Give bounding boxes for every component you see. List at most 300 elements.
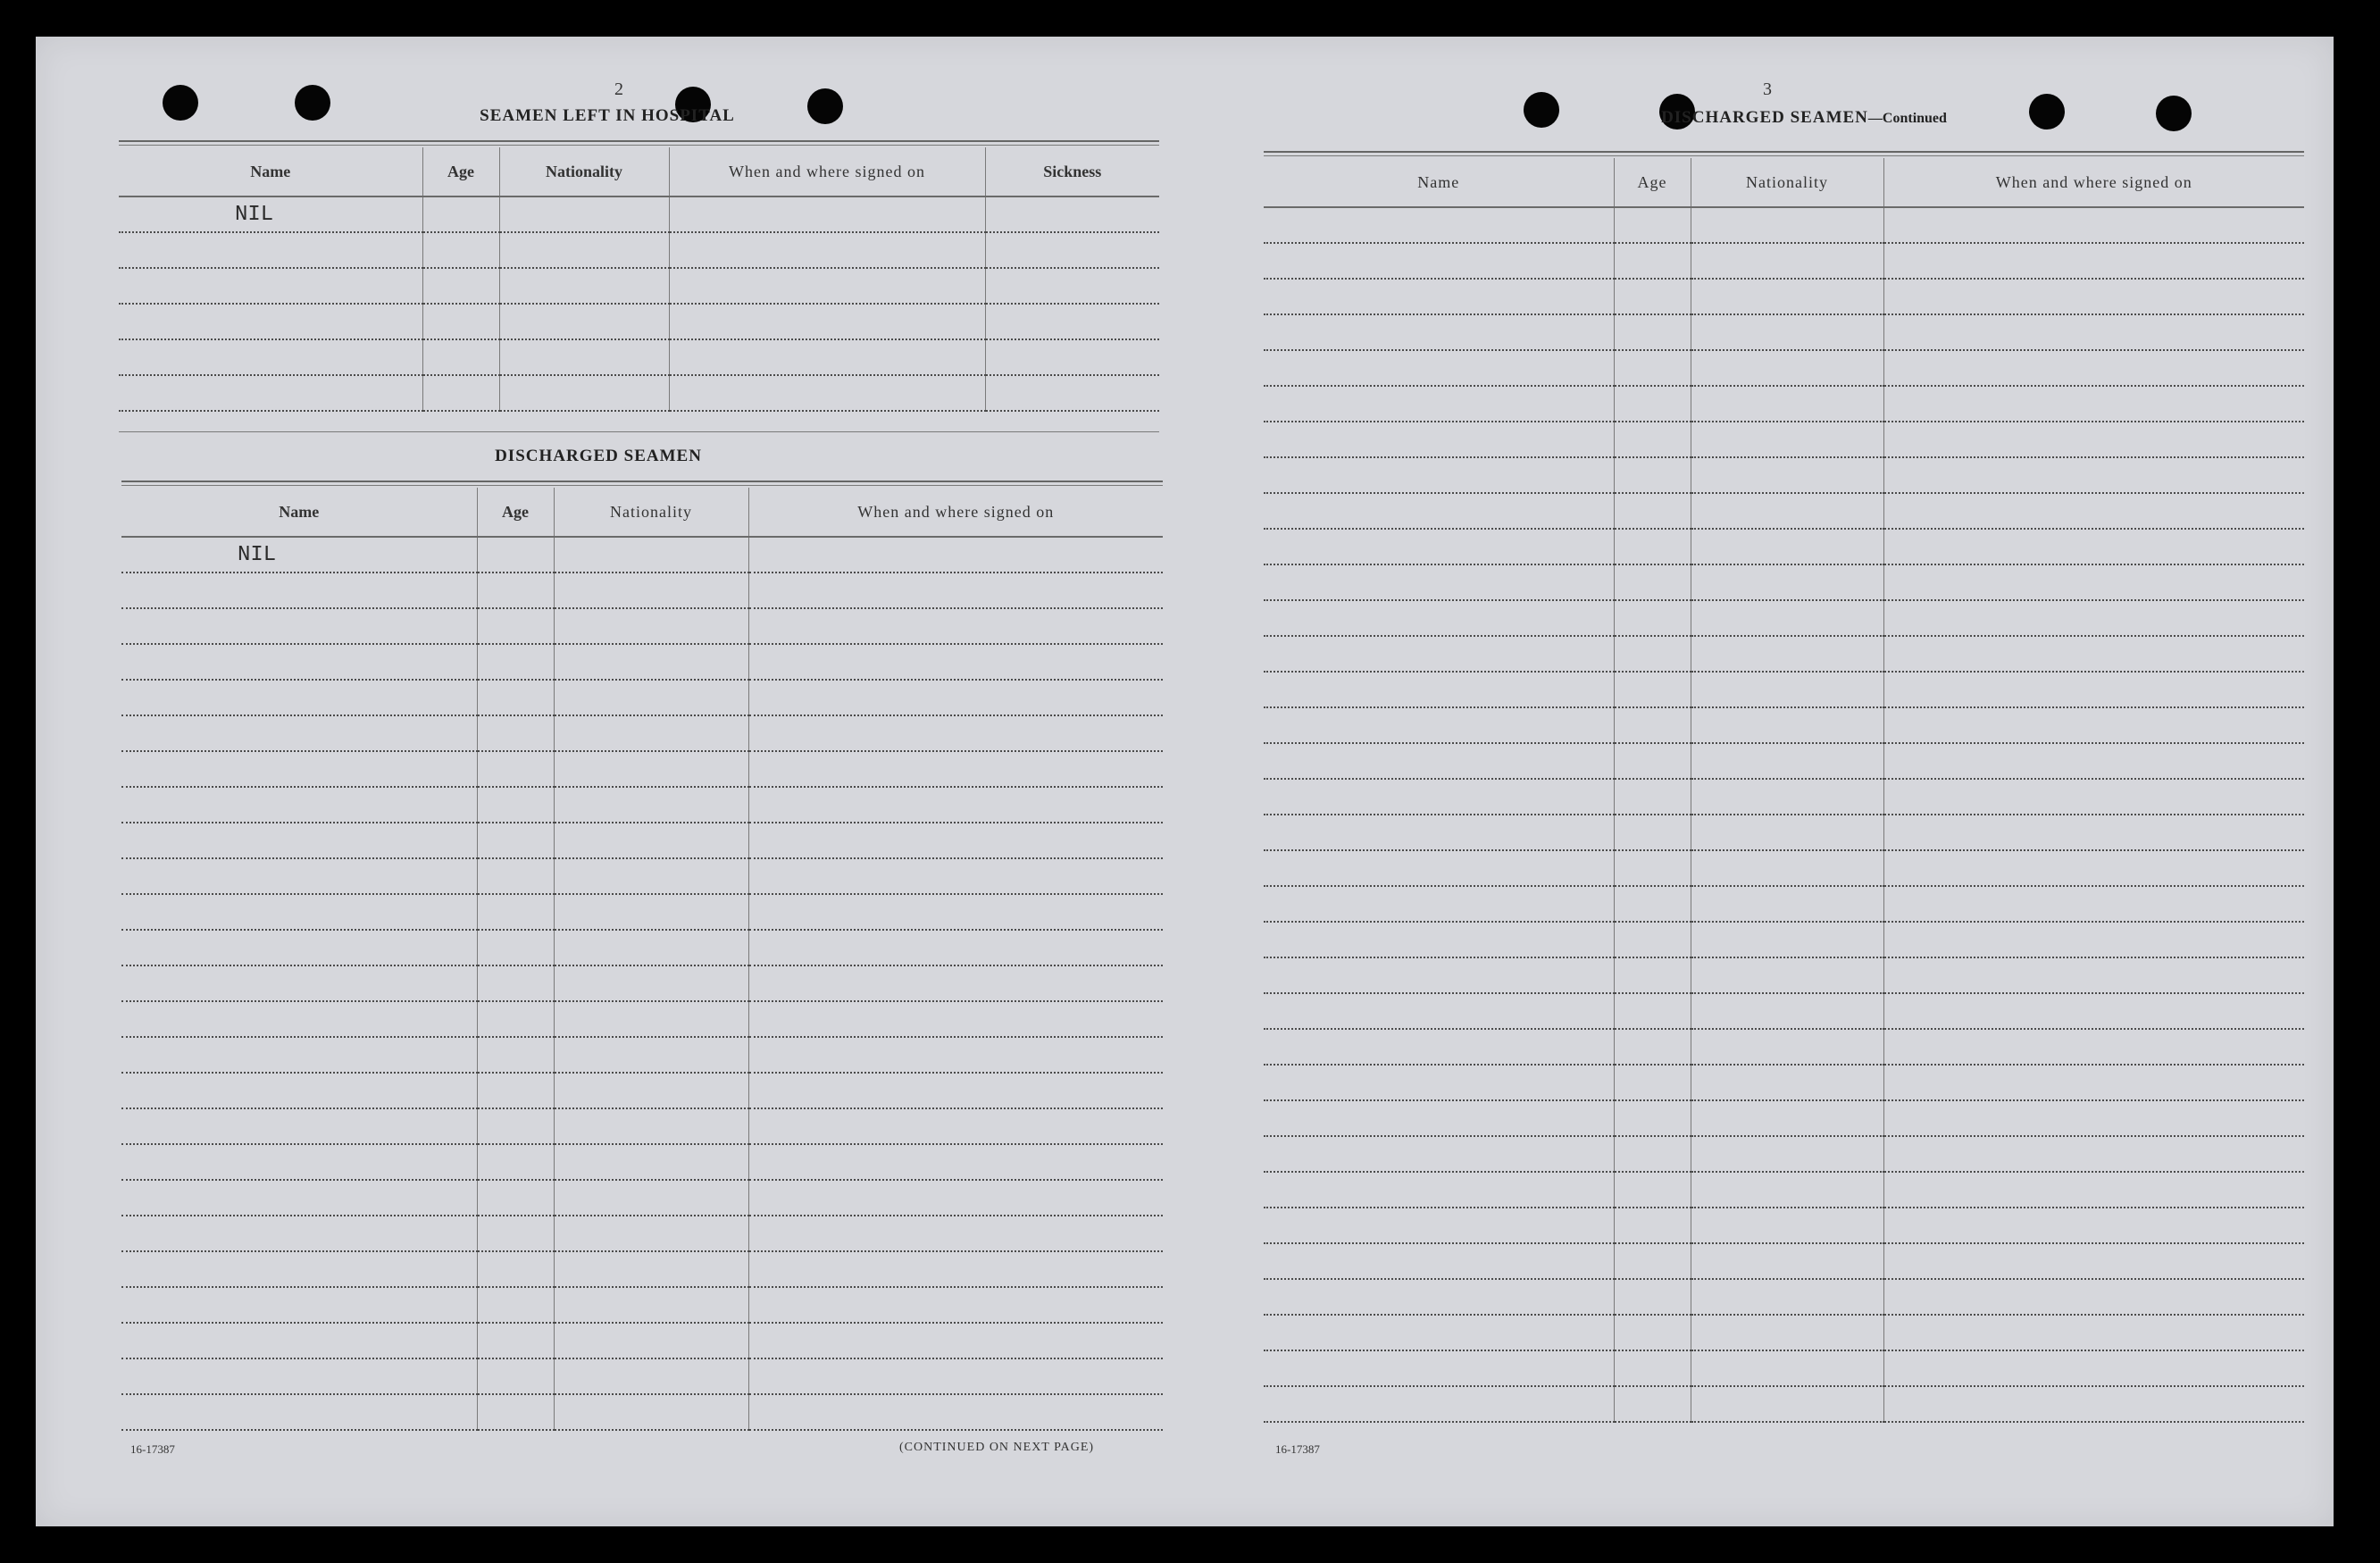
table-cell: [1264, 815, 1614, 850]
table-row: [1264, 1386, 2304, 1422]
table-cell: [1264, 1136, 1614, 1172]
table-cell: [554, 1180, 748, 1216]
table-cell: [422, 232, 499, 268]
table-cell: [499, 304, 669, 339]
table-row: [1264, 529, 2304, 564]
table-row: [121, 715, 1163, 751]
col-header-age: Age: [422, 147, 499, 196]
table-cell: [1691, 422, 1883, 457]
table-cell: [1883, 1065, 2304, 1100]
table-row: [121, 858, 1163, 894]
table-cell: [1691, 207, 1883, 243]
table-cell: [554, 751, 748, 787]
table-cell: [1264, 243, 1614, 279]
table-cell: [748, 573, 1163, 608]
col-header-name: Name: [119, 147, 422, 196]
table-cell: [1614, 243, 1691, 279]
table-cell: [1691, 1208, 1883, 1243]
table-cell: [748, 965, 1163, 1001]
table-cell: [669, 304, 985, 339]
table-cell: [121, 1144, 477, 1180]
table-cell: [748, 1108, 1163, 1144]
table-cell: [1691, 314, 1883, 350]
table-cell: [1883, 243, 2304, 279]
table-cell: [1614, 1279, 1691, 1315]
table-cell: [1264, 600, 1614, 636]
continued-section-title: [1608, 108, 2000, 128]
table-cell: [477, 1323, 554, 1358]
table-cell: [121, 1251, 477, 1287]
table-cell: [554, 823, 748, 858]
table-cell: [748, 1073, 1163, 1108]
table-row: [1264, 815, 2304, 850]
table-cell: [748, 715, 1163, 751]
table-cell: [1691, 457, 1883, 493]
table-cell: [477, 1287, 554, 1323]
table-row: [121, 1144, 1163, 1180]
table-cell: [748, 537, 1163, 573]
table-cell: [477, 1251, 554, 1287]
table-cell: [554, 1216, 748, 1251]
table-cell: [1883, 493, 2304, 529]
table-cell: [1883, 1029, 2304, 1065]
punch-hole: [1524, 92, 1559, 128]
table-row: [1264, 493, 2304, 529]
table-cell: [1614, 922, 1691, 957]
table-row: [1264, 707, 2304, 743]
table-row: [1264, 850, 2304, 886]
table-row: [121, 1180, 1163, 1216]
table-cell: [121, 608, 477, 644]
table-cell: [1883, 350, 2304, 386]
table-cell: [669, 196, 985, 232]
table-cell: [1883, 886, 2304, 922]
table-cell: [1691, 886, 1883, 922]
table-row: [121, 1001, 1163, 1037]
table-cell: [554, 573, 748, 608]
table-cell: [477, 787, 554, 823]
table-row: [1264, 350, 2304, 386]
table-cell: [1264, 350, 1614, 386]
table-cell: [1264, 279, 1614, 314]
col-header-name: Name: [121, 488, 477, 537]
table-row: [1264, 1136, 2304, 1172]
table-cell: [669, 339, 985, 375]
table-cell: [554, 1073, 748, 1108]
table-row: [121, 1287, 1163, 1323]
table-cell: [1614, 457, 1691, 493]
table-row: [121, 608, 1163, 644]
punch-hole: [807, 88, 843, 124]
table-row: [1264, 1315, 2304, 1350]
table-row: [1264, 1208, 2304, 1243]
col-header-signed-on: When and where signed on: [1883, 158, 2304, 207]
punch-hole: [163, 85, 198, 121]
table-row: [119, 304, 1159, 339]
table-row: [1264, 1100, 2304, 1136]
table-row: [121, 1108, 1163, 1144]
table-row: [1264, 1350, 2304, 1386]
table-cell: [477, 1073, 554, 1108]
table-cell: [121, 1001, 477, 1037]
table-cell: [748, 751, 1163, 787]
table-row: [1264, 314, 2304, 350]
section-rule: [119, 431, 1159, 432]
table-row: [1264, 1279, 2304, 1315]
table-cell: [1691, 1172, 1883, 1208]
table-cell: [1883, 1100, 2304, 1136]
table-cell: [554, 787, 748, 823]
table-cell: [554, 680, 748, 715]
table-cell: [1691, 850, 1883, 886]
table-cell: [1691, 1100, 1883, 1136]
table-cell: [1614, 1136, 1691, 1172]
nil-entry: NIL: [121, 537, 477, 573]
table-cell: [1691, 636, 1883, 672]
discharged-section-title: DISCHARGED SEAMEN: [495, 447, 702, 465]
table-row: [121, 787, 1163, 823]
table-cell: [499, 196, 669, 232]
table-row: [1264, 957, 2304, 993]
table-cell: [477, 1394, 554, 1430]
table-cell: [477, 1001, 554, 1037]
table-cell: [748, 823, 1163, 858]
table-cell: [121, 1073, 477, 1108]
table-row: [121, 894, 1163, 930]
table-cell: [1264, 707, 1614, 743]
table-cell: [554, 894, 748, 930]
table-cell: [477, 965, 554, 1001]
table-cell: [1614, 314, 1691, 350]
table-cell: [1614, 779, 1691, 815]
table-cell: [1691, 386, 1883, 422]
table-cell: [477, 930, 554, 965]
table-cell: [119, 304, 422, 339]
table-cell: [499, 339, 669, 375]
table-cell: [121, 751, 477, 787]
header-rule: [121, 481, 1163, 482]
table-cell: [748, 930, 1163, 965]
table-row: [121, 680, 1163, 715]
table-row: [121, 823, 1163, 858]
table-cell: [1264, 1386, 1614, 1422]
table-cell: [121, 573, 477, 608]
continued-table: [1264, 158, 2304, 1423]
col-header-nationality: Nationality: [499, 147, 669, 196]
table-cell: [121, 1180, 477, 1216]
col-header-sickness: Sickness: [985, 147, 1159, 196]
table-cell: [121, 1216, 477, 1251]
table-cell: [748, 1287, 1163, 1323]
table-cell: [1614, 993, 1691, 1029]
table-cell: [119, 375, 422, 411]
col-header-name: Name: [1264, 158, 1614, 207]
table-cell: [554, 1323, 748, 1358]
table-cell: [477, 894, 554, 930]
table-cell: [748, 608, 1163, 644]
table-cell: [669, 268, 985, 304]
page-number: 2: [614, 79, 623, 99]
table-cell: [1614, 386, 1691, 422]
table-cell: [1883, 922, 2304, 957]
table-row: [1264, 886, 2304, 922]
table-row: [1264, 386, 2304, 422]
table-cell: [1691, 529, 1883, 564]
table-cell: [554, 644, 748, 680]
table-cell: [477, 608, 554, 644]
table-cell: [1883, 850, 2304, 886]
table-cell: [1691, 957, 1883, 993]
table-cell: [985, 196, 1159, 232]
table-cell: [477, 644, 554, 680]
table-cell: [121, 1287, 477, 1323]
col-header-nationality: Nationality: [1691, 158, 1883, 207]
table-row: [1264, 600, 2304, 636]
table-cell: [1614, 350, 1691, 386]
table-row: [1264, 243, 2304, 279]
table-cell: [669, 232, 985, 268]
table-cell: [1264, 779, 1614, 815]
table-cell: [1614, 493, 1691, 529]
table-cell: [121, 1323, 477, 1358]
table-cell: [985, 268, 1159, 304]
table-row: [1264, 564, 2304, 600]
table-cell: [121, 680, 477, 715]
table-cell: [422, 304, 499, 339]
col-header-age: Age: [1614, 158, 1691, 207]
table-cell: [554, 1144, 748, 1180]
table-cell: [1691, 279, 1883, 314]
table-cell: [1614, 422, 1691, 457]
table-cell: [748, 1323, 1163, 1358]
form-sheet: [36, 37, 2334, 1526]
header-rule: [119, 145, 1159, 146]
table-cell: [1691, 564, 1883, 600]
table-cell: [1614, 207, 1691, 243]
table-cell: [554, 965, 748, 1001]
table-row: [121, 644, 1163, 680]
table-cell: [499, 375, 669, 411]
table-cell: [1614, 1315, 1691, 1350]
table-cell: [1883, 564, 2304, 600]
table-cell: [1614, 1029, 1691, 1065]
table-cell: [1264, 850, 1614, 886]
table-cell: [477, 1037, 554, 1073]
table-cell: [1691, 1386, 1883, 1422]
table-cell: [1614, 743, 1691, 779]
table-cell: [554, 1394, 748, 1430]
table-cell: [554, 858, 748, 894]
table-cell: [121, 1108, 477, 1144]
table-cell: [1264, 457, 1614, 493]
discharged-table: [121, 488, 1163, 1431]
table-cell: [1883, 279, 2304, 314]
col-header-age: Age: [477, 488, 554, 537]
table-cell: [1691, 922, 1883, 957]
table-cell: [1883, 743, 2304, 779]
table-cell: [1691, 1243, 1883, 1279]
table-cell: [1264, 1100, 1614, 1136]
table-cell: [477, 751, 554, 787]
table-cell: [1691, 1136, 1883, 1172]
continued-title-main: DISCHARGED SEAMEN: [1661, 108, 1868, 127]
table-cell: [554, 1358, 748, 1394]
table-cell: [1883, 529, 2304, 564]
table-cell: [1691, 1315, 1883, 1350]
table-cell: [477, 1358, 554, 1394]
table-cell: [748, 680, 1163, 715]
table-cell: [477, 858, 554, 894]
table-cell: [1264, 1350, 1614, 1386]
table-cell: [554, 1037, 748, 1073]
table-cell: [1264, 493, 1614, 529]
table-cell: [1264, 1208, 1614, 1243]
table-cell: [1264, 386, 1614, 422]
table-cell: [554, 1287, 748, 1323]
table-row: [1264, 1172, 2304, 1208]
table-row: [121, 1216, 1163, 1251]
hospital-section-title: SEAMEN LEFT IN HOSPITAL: [480, 106, 735, 125]
table-cell: [1614, 1172, 1691, 1208]
table-cell: [1883, 1172, 2304, 1208]
table-row: [119, 232, 1159, 268]
table-row: [121, 1037, 1163, 1073]
table-cell: [554, 608, 748, 644]
col-header-nationality: Nationality: [554, 488, 748, 537]
table-cell: [748, 1251, 1163, 1287]
header-rule: [119, 140, 1159, 142]
table-cell: [1614, 886, 1691, 922]
continued-title-suffix: —Continued: [1867, 111, 1947, 126]
table-row: [121, 537, 1163, 573]
form-number: 16-17387: [1275, 1442, 1320, 1456]
table-cell: [1614, 1243, 1691, 1279]
table-cell: [1264, 1279, 1614, 1315]
table-cell: [1264, 743, 1614, 779]
table-cell: [121, 715, 477, 751]
table-cell: [121, 1394, 477, 1430]
table-cell: [1691, 1279, 1883, 1315]
table-cell: [1614, 957, 1691, 993]
table-cell: [121, 930, 477, 965]
table-cell: [1614, 279, 1691, 314]
table-cell: [748, 1216, 1163, 1251]
table-row: [1264, 993, 2304, 1029]
table-cell: [1883, 386, 2304, 422]
table-row: [121, 1251, 1163, 1287]
table-cell: [121, 894, 477, 930]
table-cell: [477, 823, 554, 858]
table-cell: [554, 1001, 748, 1037]
table-cell: [121, 1358, 477, 1394]
table-cell: [1691, 1065, 1883, 1100]
table-cell: [1614, 636, 1691, 672]
table-cell: [1883, 457, 2304, 493]
table-cell: [1614, 707, 1691, 743]
table-cell: [554, 715, 748, 751]
table-cell: [1691, 707, 1883, 743]
table-cell: [1264, 636, 1614, 672]
table-cell: [1614, 600, 1691, 636]
table-cell: [1691, 1029, 1883, 1065]
table-cell: [748, 644, 1163, 680]
table-row: [1264, 1243, 2304, 1279]
table-cell: [477, 680, 554, 715]
table-row: [121, 573, 1163, 608]
table-cell: [1691, 1350, 1883, 1386]
table-cell: [121, 787, 477, 823]
table-cell: [422, 268, 499, 304]
table-cell: [1614, 1208, 1691, 1243]
table-cell: [1264, 1315, 1614, 1350]
table-cell: [1691, 672, 1883, 707]
table-cell: [477, 1108, 554, 1144]
table-cell: [1264, 957, 1614, 993]
hospital-table: [119, 147, 1159, 412]
table-cell: [422, 375, 499, 411]
table-cell: [1883, 957, 2304, 993]
table-cell: [1883, 314, 2304, 350]
table-cell: [499, 268, 669, 304]
table-cell: [1883, 1243, 2304, 1279]
table-cell: [1883, 1208, 2304, 1243]
table-cell: [1264, 672, 1614, 707]
table-cell: [1691, 779, 1883, 815]
table-cell: [748, 1180, 1163, 1216]
table-cell: [1883, 1136, 2304, 1172]
table-cell: [477, 715, 554, 751]
punch-hole: [295, 85, 330, 121]
table-cell: [1614, 564, 1691, 600]
table-cell: [477, 537, 554, 573]
form-number: 16-17387: [130, 1442, 175, 1456]
col-header-signed-on: When and where signed on: [669, 147, 985, 196]
table-cell: [1883, 636, 2304, 672]
table-row: [1264, 779, 2304, 815]
table-cell: [1691, 493, 1883, 529]
table-cell: [121, 858, 477, 894]
table-cell: [1614, 529, 1691, 564]
table-cell: [1264, 422, 1614, 457]
table-row: [121, 1323, 1163, 1358]
table-cell: [1614, 850, 1691, 886]
table-row: [121, 930, 1163, 965]
table-cell: [985, 232, 1159, 268]
table-cell: [1264, 564, 1614, 600]
table-cell: [1264, 1243, 1614, 1279]
table-row: [121, 1394, 1163, 1430]
table-cell: [422, 196, 499, 232]
table-row: [119, 196, 1159, 232]
table-cell: [422, 339, 499, 375]
table-cell: [1264, 1172, 1614, 1208]
table-cell: [477, 1144, 554, 1180]
table-cell: [1614, 672, 1691, 707]
table-row: [121, 1358, 1163, 1394]
table-cell: [1264, 207, 1614, 243]
table-cell: [1264, 314, 1614, 350]
table-cell: [1883, 779, 2304, 815]
table-cell: [748, 787, 1163, 823]
table-row: [1264, 636, 2304, 672]
table-cell: [1883, 422, 2304, 457]
table-cell: [1264, 922, 1614, 957]
table-cell: [748, 894, 1163, 930]
punch-hole: [2029, 94, 2065, 130]
table-cell: [1614, 1100, 1691, 1136]
table-cell: [748, 858, 1163, 894]
header-rule: [1264, 155, 2304, 156]
